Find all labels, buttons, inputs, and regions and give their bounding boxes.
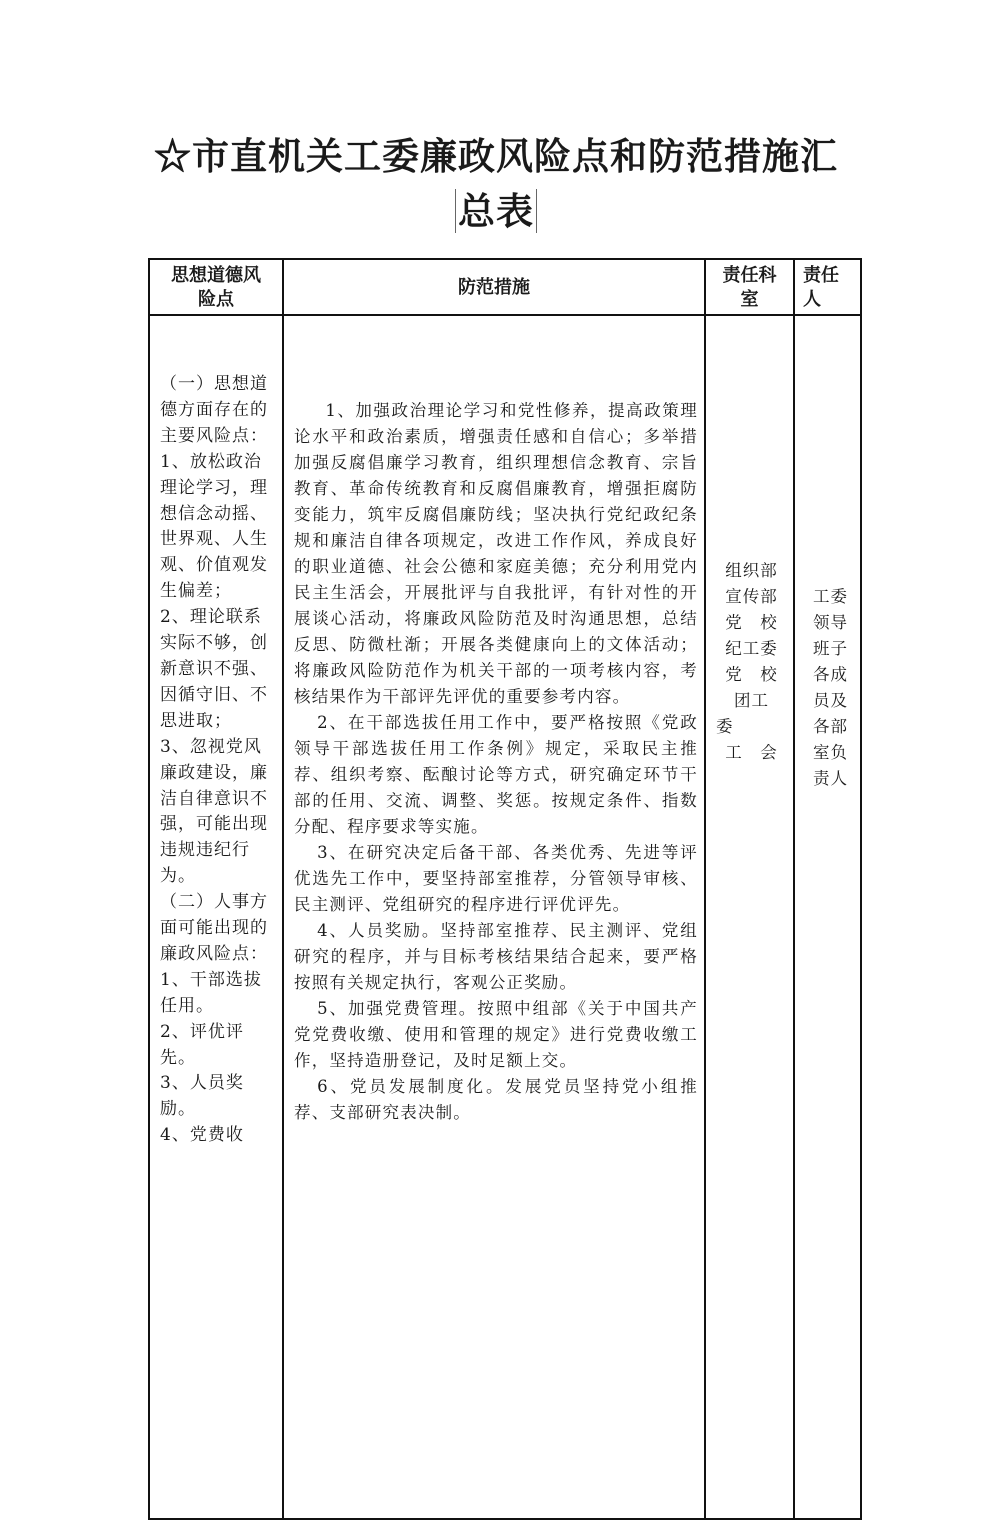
department-item: 党 校 — [725, 613, 778, 632]
person-cell — [794, 315, 861, 1519]
measures-cell — [283, 315, 705, 1519]
department-item: 组织部 — [725, 561, 778, 580]
department-item: 纪工委 — [725, 639, 778, 658]
table-header-row — [149, 259, 861, 315]
responsible-person-text: 工委领导班子各成员及各部室负责人 — [813, 587, 848, 788]
header-cell-person — [794, 259, 861, 315]
measure-item-3: 3、在研究决定后备干部、各类优秀、先进等评优选先工作中，要坚持部室推荐，分管领导审核、民主测评、党组研究的程序进行评优评先。 — [294, 843, 698, 914]
header-cell-risk — [149, 259, 283, 315]
header-person-label: 责任人 — [803, 265, 839, 310]
department-item: 宣传部 — [725, 587, 778, 606]
measure-item-4: 4、人员奖励。坚持部室推荐、民主测评、党组研究的程序，并与目标考核结果结合起来，要严格按照有关规定执行，客观公正奖励。 — [294, 921, 698, 992]
header-cell-department — [705, 259, 794, 315]
risk-summary-table — [148, 258, 862, 1520]
risk-points-cell: （一）思想道德方面存在的主要风险点： 1、放松政治理论学习，理想信念动摇、世界观、人生观、价值观发生偏差； 2、理论联系实际不够，创新意识不强、因循守旧、不思进取； 3、忽视党风廉政建设，廉洁自律意识不强，可能出现违规违纪行为。 （二）人事方面可能出现的廉政风险点： 1、干部选拔任用。 2、评优评先。 3、人员奖励。 4、党费收 — [149, 315, 283, 1519]
document-title-line1: ☆市直机关工委廉政风险点和防范措施汇 — [154, 134, 838, 178]
header-cell-measures — [283, 259, 705, 315]
measure-item-5: 5、加强党费管理。按照中组部《关于中国共产党党费收缴、使用和管理的规定》进行党费收缴工作，坚持造册登记，及时足额上交。 — [294, 999, 698, 1070]
department-item: 委 — [716, 717, 734, 736]
department-item: 党 校 — [725, 665, 778, 684]
department-item: 团工 — [734, 691, 769, 710]
header-risk-label: 思想道德风险点 — [171, 265, 261, 310]
measure-item-2: 2、在干部选拔任用工作中，要严格按照《党政领导干部选拔任用工作条例》规定，采取民主推荐、组织考察、酝酿讨论等方式，研究确定环节干部的任用、交流、调整、奖惩。按规定条件、指数分配、程序要求等实施。 — [294, 713, 698, 836]
header-measures-label: 防范措施 — [458, 277, 530, 298]
document-title-line2-text: 总表 — [455, 189, 537, 233]
department-item: 工 会 — [725, 743, 778, 762]
document-title-line2 — [0, 182, 992, 240]
header-department-label: 责任科室 — [722, 265, 777, 310]
table-row — [149, 315, 861, 1519]
measure-item-6: 6、党员发展制度化。发展党员坚持党小组推荐、支部研究表决制。 — [294, 1077, 698, 1122]
measure-item-1: 1、加强政治理论学习和党性修养，提高政策理论水平和政治素质，增强责任感和自信心；多举措加强反腐倡廉学习教育，组织理想信念教育、宗旨教育、革命传统教育和反腐倡廉教育，增强拒腐防变能力，筑牢反腐倡廉防线；坚决执行党纪政纪条规和廉洁自律各项规定，改进工作作风，养成良好的职业道德、社会公德和家庭美德；充分利用党内民主生活会，开展批评与自我批评，有针对性的开展谈心活动，将廉政风险防范及时沟通思想，总结反思、防微杜渐；开展各类健康向上的文体活动；将廉政风险防范作为机关干部的一项考核内容，考核结果作为干部评先评优的重要参考内容。 — [294, 401, 698, 706]
departments-cell — [705, 315, 794, 1519]
